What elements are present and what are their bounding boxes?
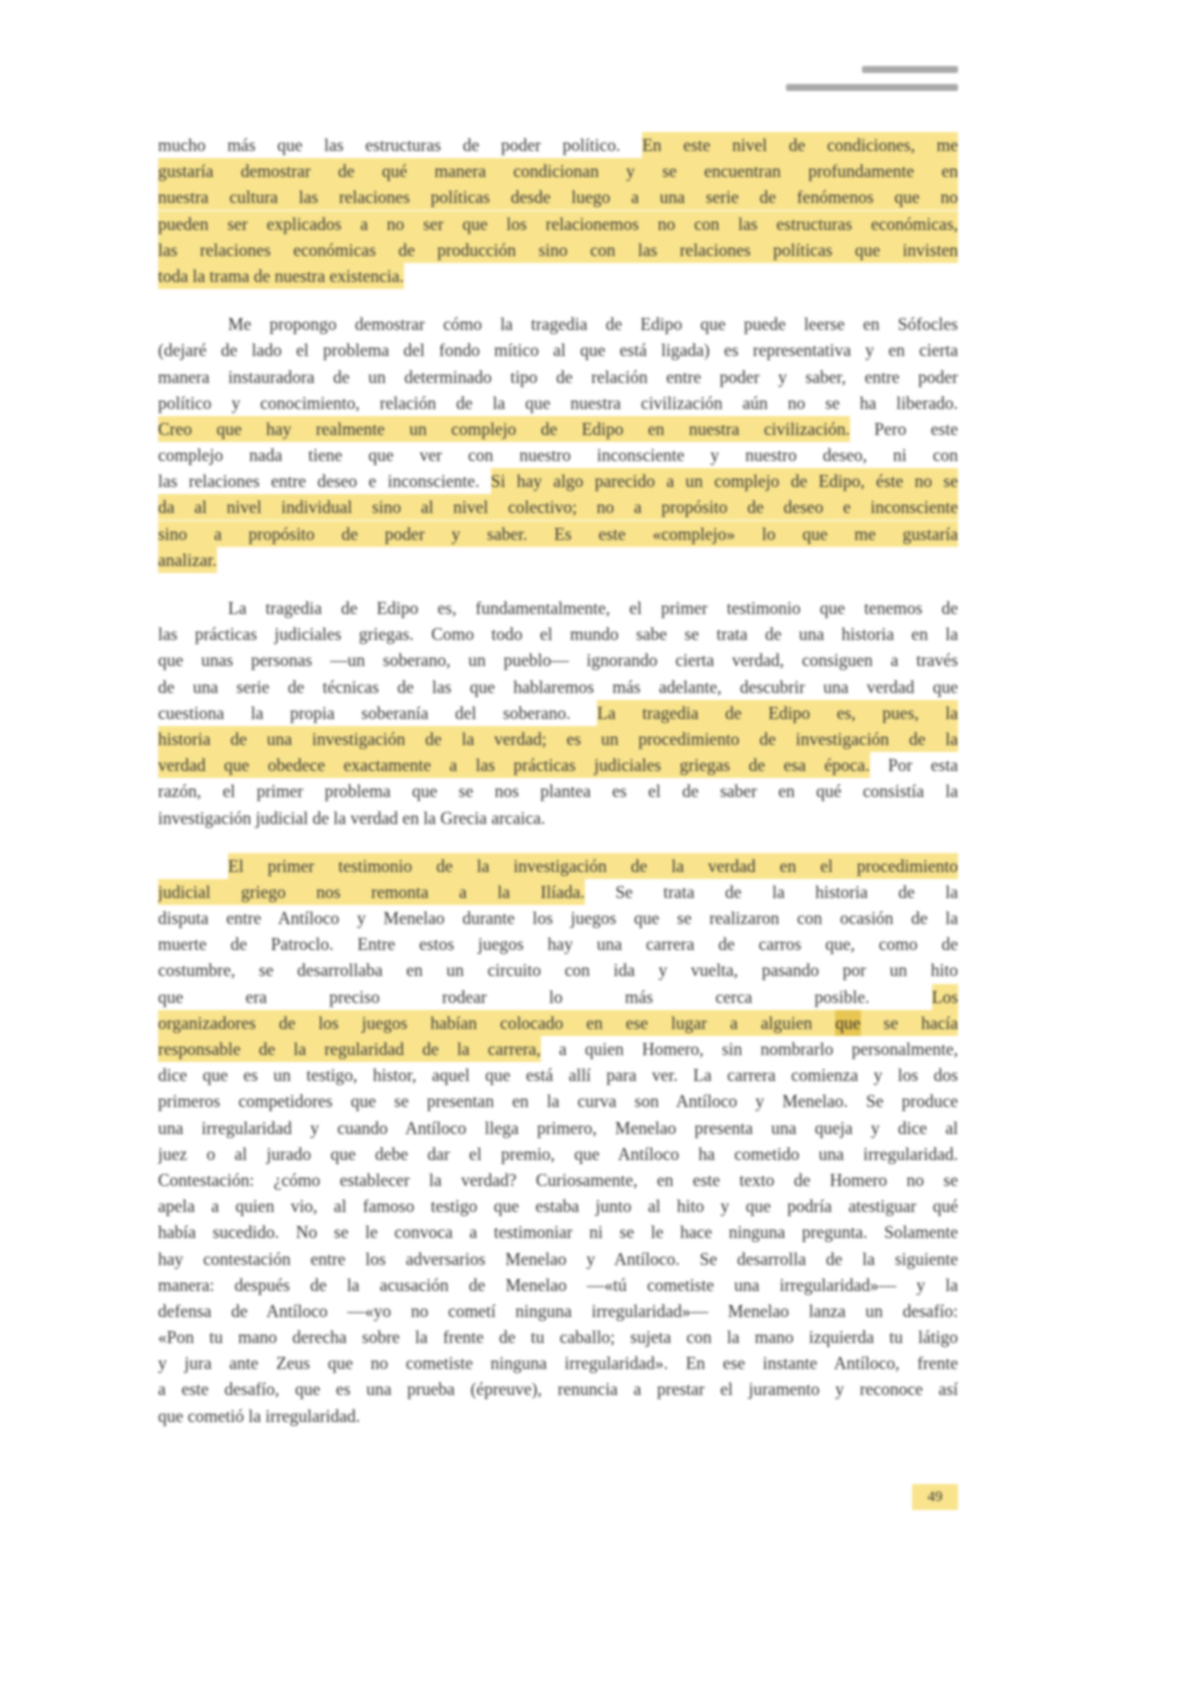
highlighted-text: historia de una investigación de la verdad; es un procedimiento de investigación de la: [158, 726, 958, 752]
highlighted-text: verdad que obedece exactamente a las prácticas judiciales griegas de esa época.: [158, 752, 870, 778]
body-text: defensa de Antíloco —«yo no cometí ninguna irregularidad»— Menelao lanza un desafío:: [158, 1300, 958, 1321]
highlighted-text: Creo que hay realmente un complejo de Edipo en nuestra civilización.: [158, 416, 850, 442]
text-line: [158, 1403, 958, 1429]
body-text: Contestación: ¿cómo establecer la verdad? Curiosamente, en este texto de Homero no se: [158, 1169, 958, 1190]
text-line: [158, 647, 958, 673]
body-text: una irregularidad y cuando Antíloco llega primero, Menelao presenta una queja y dice al: [158, 1117, 958, 1138]
body-text: y jura ante Zeus que no cometiste ninguna irregularidad». En ese instante Antíloco, frente: [158, 1353, 958, 1374]
text-line: [158, 1246, 958, 1272]
text-line: [158, 674, 958, 700]
text-line: [158, 494, 958, 520]
running-header: [758, 62, 958, 98]
body-text: razón, el primer problema que se nos plantea es el de saber en qué consistía la: [158, 781, 958, 802]
highlighted-text: da al nivel individual sino al nivel colectivo; no a propósito de deseo e inconsciente: [158, 494, 958, 520]
text-line: [158, 752, 958, 778]
text-line: [158, 237, 958, 263]
body-text: costumbre, se desarrollaba en un circuito con ida y vuelta, pasando por un hito: [158, 960, 958, 981]
page-number: 49: [912, 1484, 958, 1510]
body-text: muerte de Patroclo. Entre estos juegos hay una carrera de carros que, como de: [158, 934, 958, 955]
text-line: [158, 416, 958, 442]
text-line: [158, 984, 958, 1010]
text-line: [158, 1350, 958, 1376]
body-text: investigación judicial de la verdad en la Grecia arcaica.: [158, 807, 546, 828]
highlighted-text: analizar.: [158, 547, 217, 573]
text-line: [158, 905, 958, 931]
body-text: Me propongo demostrar cómo la tragedia de Edipo que puede leerse en Sófocles: [228, 314, 958, 335]
text-line: [158, 263, 958, 289]
body-text: disputa entre Antíloco y Menelao durante los juegos que se realizaron con ocasión de la: [158, 908, 958, 929]
paragraph: [158, 853, 958, 1429]
body-text: Por esta: [869, 755, 958, 776]
highlighted-text: toda la trama de nuestra existencia.: [158, 263, 404, 289]
body-text: juez o al jurado que debe dar el premio, que Antíloco ha cometido una irregularidad.: [158, 1143, 958, 1164]
highlighted-text: En este nivel de condiciones, me: [642, 132, 958, 158]
running-header-line: [786, 84, 958, 91]
highlighted-text: judicial griego nos remonta a la Ilíada.: [158, 879, 585, 905]
body-text: político y conocimiento, relación de la que nuestra civilización aún no se ha liberado.: [158, 392, 958, 413]
text-line: [158, 311, 958, 337]
body-text: a quien Homero, sin nombrarlo personalmente,: [540, 1039, 958, 1059]
text-line: [158, 1167, 958, 1193]
text-line: [158, 132, 958, 158]
highlighted-text: Los: [932, 984, 958, 1010]
highlighted-text: responsable de la regularidad de la carrera,: [158, 1036, 541, 1062]
highlighted-text: se hacía: [861, 1010, 958, 1036]
highlighted-text: nuestra cultura las relaciones políticas desde luego a una serie de fenómenos que no: [158, 184, 958, 210]
body-text-column: [158, 132, 958, 1451]
paragraph: [158, 595, 958, 831]
text-line: [158, 390, 958, 416]
body-text: había sucedido. No se le convoca a testimoniar ni se le hace ninguna pregunta. Solamente: [158, 1222, 958, 1243]
text-line: [158, 595, 958, 621]
text-line: [158, 879, 958, 905]
body-text: Pero este: [849, 418, 958, 439]
body-text: apela a quien vio, al famoso testigo que estaba junto al hito y que podría atestiguar qué: [158, 1196, 958, 1217]
text-line: [158, 700, 958, 726]
text-line: [158, 184, 958, 210]
body-text: hay contestación entre los adversarios Menelao y Antíloco. Se desarrolla de la siguiente: [158, 1248, 958, 1269]
running-header-line: [862, 66, 958, 73]
text-line: [158, 1036, 958, 1062]
body-text: La tragedia de Edipo es, fundamentalmente, el primer testimonio que tenemos de: [228, 598, 958, 618]
body-text: complejo nada tiene que ver con nuestro inconsciente y nuestro deseo, ni con: [158, 445, 958, 466]
text-line: [158, 1376, 958, 1402]
body-text: «Pon tu mano derecha sobre la frente de tu caballo; sujeta con la mano izquierda tu látigo: [158, 1327, 958, 1348]
text-line: [158, 1193, 958, 1219]
text-line: [158, 1141, 958, 1167]
text-line: [158, 1088, 958, 1114]
highlighted-text: que: [835, 1010, 860, 1036]
body-text: manera: después de la acusación de Menelao —«tú cometiste una irregularidad»— y la: [158, 1274, 958, 1295]
text-line: [158, 853, 958, 879]
text-line: [158, 364, 958, 390]
body-text: mucho más que las estructuras de poder político.: [158, 135, 643, 155]
body-text: que cometió la irregularidad.: [158, 1405, 361, 1426]
highlighted-text: sino a propósito de poder y saber. Es este «complejo» lo que me gustaría: [158, 521, 958, 547]
paragraph: [158, 311, 958, 573]
text-line: [158, 547, 958, 573]
text-line: [158, 211, 958, 237]
body-text: de una serie de técnicas de las que hablaremos más adelante, descubrir una verdad que: [158, 676, 958, 697]
text-line: [158, 726, 958, 752]
highlighted-text: El primer testimonio de la investigación de la verdad en el procedimiento: [228, 853, 958, 879]
body-text: Se trata de la historia de la: [584, 881, 958, 902]
text-line: [158, 1272, 958, 1298]
highlighted-text: gustaría demostrar de qué manera condicionan y se encuentran profundamente en: [158, 158, 958, 184]
highlighted-text: organizadores de los juegos habían colocado en ese lugar a alguien: [158, 1010, 835, 1036]
text-line: [158, 957, 958, 983]
text-line: [158, 337, 958, 363]
body-text: manera instauradora de un determinado tipo de relación entre poder y saber, entre poder: [158, 366, 958, 387]
body-text: primeros competidores que se presentan en la curva son Antíloco y Menelao. Se produce: [158, 1091, 958, 1112]
text-line: [158, 1062, 958, 1088]
body-text: que era preciso rodear lo más cerca posible.: [158, 986, 932, 1007]
text-line: [158, 442, 958, 468]
text-line: [158, 1219, 958, 1245]
text-line: [158, 468, 958, 494]
body-text: (dejaré de lado el problema del fondo mítico al que está ligada) es representativa y en cierta: [158, 340, 958, 361]
body-text: a este desafío, que es una prueba (épreuve), renuncia a prestar el juramento y reconoce así: [158, 1379, 958, 1400]
body-text: cuestiona la propia soberanía del soberano.: [158, 702, 598, 723]
highlighted-text: La tragedia de Edipo es, pues, la: [597, 700, 958, 726]
body-text: las relaciones entre deseo e inconsciente.: [158, 471, 491, 492]
text-line: [158, 621, 958, 647]
body-text: que unas personas —un soberano, un pueblo— ignorando cierta verdad, consiguen a través: [158, 650, 958, 671]
highlighted-text: las relaciones económicas de producción sino con las relaciones políticas que invisten: [158, 237, 958, 263]
text-line: [158, 1298, 958, 1324]
paragraph: [158, 132, 958, 289]
highlighted-text: pueden ser explicados a no ser que los relacionemos no con las estructuras económicas,: [158, 211, 958, 237]
text-line: [158, 521, 958, 547]
body-text: las prácticas judiciales griegas. Como todo el mundo sabe se trata de una historia en la: [158, 624, 958, 645]
text-line: [158, 805, 958, 831]
text-line: [158, 1115, 958, 1141]
text-line: [158, 158, 958, 184]
text-line: [158, 1324, 958, 1350]
body-text: dice que es un testigo, histor, aquel que está allí para ver. La carrera comienza y los dos: [158, 1065, 958, 1086]
text-line: [158, 931, 958, 957]
text-line: [158, 778, 958, 804]
text-line: [158, 1010, 958, 1036]
highlighted-text: Si hay algo parecido a un complejo de Edipo, éste no se: [491, 468, 958, 494]
